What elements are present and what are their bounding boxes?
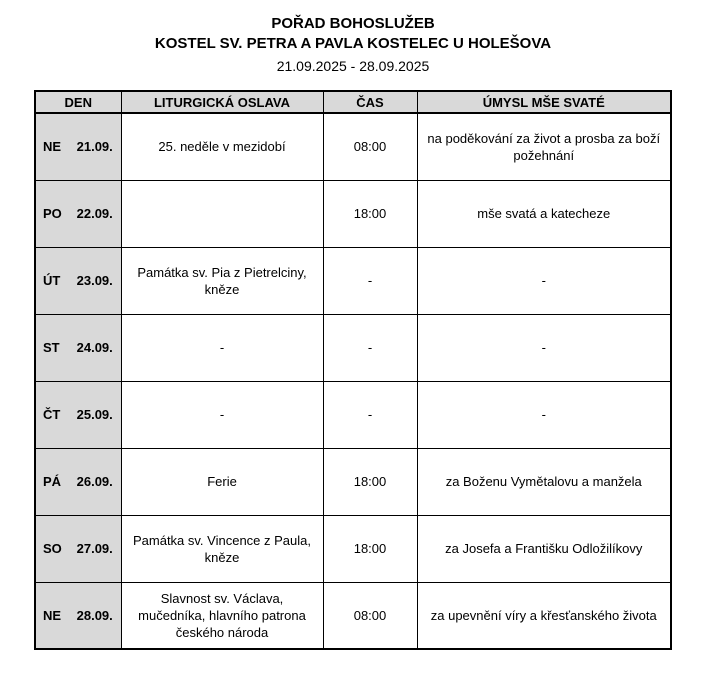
- day-cell: [35, 314, 121, 381]
- column-header-den: DEN: [35, 91, 121, 113]
- day-abbrev: NE: [43, 139, 62, 155]
- day-date: 23.09.: [76, 273, 113, 288]
- day-abbrev: ÚT: [43, 273, 61, 288]
- day-abbrev: ČT: [43, 407, 61, 422]
- celebration-cell: Ferie: [121, 448, 323, 515]
- intention-cell: za Josefa a Františku Odložilíkovy: [417, 515, 671, 582]
- column-header-cas: ČAS: [323, 91, 417, 113]
- intention-cell: za Boženu Vymětalovu a manžela: [417, 448, 671, 515]
- day-abbrev: PO: [43, 206, 62, 221]
- time-cell: -: [323, 314, 417, 381]
- celebration-cell: Slavnost sv. Václava, mučedníka, hlavního patrona českého národa: [121, 582, 323, 649]
- celebration-cell: Památka sv. Pia z Pietrelciny, kněze: [121, 247, 323, 314]
- church-name: KOSTEL SV. PETRA A PAVLA KOSTELEC U HOLEŠOVA: [154, 35, 552, 52]
- page-title: POŘAD BOHOSLUŽEB: [271, 15, 435, 32]
- celebration-cell: Památka sv. Vincence z Paula, kněze: [121, 515, 323, 582]
- table-row: [35, 515, 671, 582]
- document-header: [0, 14, 706, 76]
- intention-cell: mše svatá a katecheze: [417, 180, 671, 247]
- day-cell: [35, 448, 121, 515]
- time-cell: 18:00: [323, 515, 417, 582]
- intention-cell: za upevnění víry a křesťanského života: [417, 582, 671, 649]
- table-row: [35, 381, 671, 448]
- day-cell: [35, 180, 121, 247]
- time-cell: 18:00: [323, 180, 417, 247]
- time-cell: 08:00: [323, 113, 417, 180]
- table-row: [35, 314, 671, 381]
- table-header-row: [35, 91, 671, 113]
- day-date: 24.09.: [76, 340, 113, 355]
- day-abbrev: NE: [43, 607, 62, 623]
- day-abbrev: PÁ: [43, 474, 62, 489]
- day-date: 28.09.: [76, 607, 113, 623]
- table-row: [35, 247, 671, 314]
- column-header-oslava: LITURGICKÁ OSLAVA: [121, 91, 323, 113]
- day-abbrev: ST: [43, 340, 60, 355]
- table-row: [35, 113, 671, 180]
- time-cell: 18:00: [323, 448, 417, 515]
- day-date: 22.09.: [76, 206, 113, 221]
- day-date: 21.09.: [76, 139, 113, 155]
- celebration-cell: -: [121, 381, 323, 448]
- day-cell: [35, 582, 121, 649]
- time-cell: 08:00: [323, 582, 417, 649]
- intention-cell: na poděkování za život a prosba za boží požehnání: [417, 113, 671, 180]
- celebration-cell: 25. neděle v mezidobí: [121, 113, 323, 180]
- schedule-table: [34, 90, 672, 650]
- day-date: 26.09.: [76, 474, 113, 489]
- celebration-cell: [121, 180, 323, 247]
- table-row: [35, 582, 671, 649]
- day-abbrev: SO: [43, 541, 62, 556]
- day-cell: [35, 515, 121, 582]
- intention-cell: -: [417, 247, 671, 314]
- day-date: 27.09.: [76, 541, 113, 556]
- table-row: [35, 448, 671, 515]
- intention-cell: -: [417, 314, 671, 381]
- date-range: 21.09.2025 - 28.09.2025: [276, 58, 430, 74]
- day-cell: [35, 247, 121, 314]
- intention-cell: -: [417, 381, 671, 448]
- column-header-umysl: ÚMYSL MŠE SVATÉ: [417, 91, 671, 113]
- table-row: [35, 180, 671, 247]
- day-cell: [35, 113, 121, 180]
- day-date: 25.09.: [76, 407, 113, 422]
- time-cell: -: [323, 381, 417, 448]
- celebration-cell: -: [121, 314, 323, 381]
- time-cell: -: [323, 247, 417, 314]
- day-cell: [35, 381, 121, 448]
